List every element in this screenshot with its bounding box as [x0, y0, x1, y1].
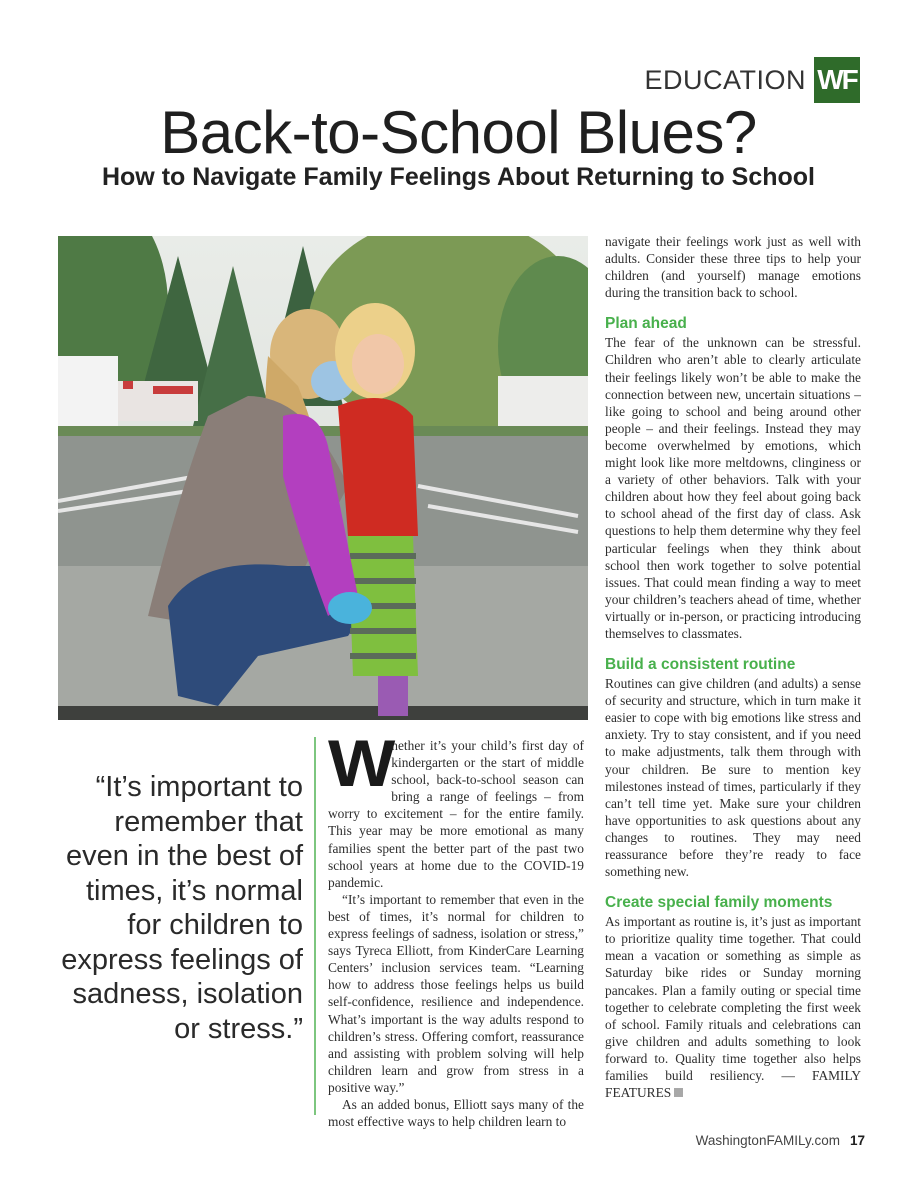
tip-heading-family-moments: Create special family moments [605, 894, 833, 912]
tip-body-family-moments-text: As important as routine is, it’s just as important to prioritize quality time together. That could mean a vacation or something as simple as Saturday bike rides or Sunday morning pancakes. Plan a family outing or special time together to celebrate completing the first week of school. Family rituals and celebrations can give children and adults something to look forward to. Quality time together also helps families build resiliency. — FAMILY FEATURES [605, 914, 861, 1101]
article-photo [58, 236, 588, 720]
photo-illustration [58, 236, 588, 720]
end-mark-icon [674, 1088, 683, 1097]
wf-logo-icon: WF [814, 57, 860, 103]
drop-cap: W [328, 726, 393, 800]
pull-quote: “It’s important to remember that even in the best of times, it’s normal for children to express feelings of sadness, isolation or stress.” [61, 771, 303, 1045]
tip-heading-plan-ahead: Plan ahead [605, 315, 687, 333]
section-tag [644, 57, 860, 103]
article-column-right [605, 233, 861, 1101]
section-label: EDUCATION [644, 64, 806, 95]
bonus-paragraph: As an added bonus, Elliott says many of the most effective ways to help children learn to [328, 1096, 584, 1130]
tip-body-routine: Routines can give children (and adults) a sense of security and structure, which in turn make it easier to cope with big emotions like stress and anxiety. Try to stay consistent, and if you need to make adjustments, talk them through with your children. Be sure to mention key milestones instead of times, particularly if they can’t tell time yet. Make sure your children have opportunities to ask questions about any changes to routines. They may need reassurance before they’re ready to face something new. [605, 676, 861, 880]
intro-paragraph [328, 726, 584, 891]
page-number: 17 [849, 1133, 865, 1148]
page-footer [696, 1133, 865, 1148]
article-title: Back-to-School Blues? [160, 99, 757, 166]
tip-heading-routine: Build a consistent routine [605, 656, 796, 674]
tip-body-family-moments [605, 913, 861, 1101]
article-column-middle [328, 726, 584, 1130]
article-subtitle: How to Navigate Family Feelings About Returning to School [101, 163, 815, 191]
quote-paragraph: “It’s important to remember that even in the best of times, it’s normal for children to express feelings of sadness, isolation or stress,” says Tyreca Elliott, from KinderCare Learning Centers’ inclusion services team. “Learning how to address those feelings helps us build self-confidence, resilience and independence. What’s important is the way adults respond to children’s stress. Offering comfort, reassurance and assisting with problem solving will help children learn and grow from stress in a positive way.” [328, 891, 584, 1095]
footer-website: WashingtonFAMILy.com [695, 1133, 840, 1148]
intro-text: hether it’s your child’s first day of kindergarten or the start of middle school, back-to-school season can bring a range of feelings – from worry to excitement – for the entire family. This year may be more emotional as many families spent the better part of the past two school years at home due to the COVID-19 pandemic. [328, 738, 584, 890]
continuation-paragraph: navigate their feelings work just as well with adults. Consider these three tips to help your children (and yourself) manage emotions during the transition back to school. [605, 234, 861, 301]
column-divider [314, 737, 316, 1115]
tip-body-plan-ahead: The fear of the unknown can be stressful. Children who aren’t able to clearly articulate their feelings likely won’t be able to make the connection between new, uncertain situations – like going to school and being around other people – and their feelings. Instead they may become overwhelmed by emotions, which might look like more meltdowns, clinginess or a variety of other behaviors. Talk with your children about how they feel about going back to school ahead of the first day of class. Ask questions to help them determine why they feel particular feelings when they think about school then work together to solve potential issues. That could mean finding a way to meet your children’s teachers ahead of time, whether virtually or in-person, or practicing introducing themselves to classmates. [605, 335, 861, 641]
